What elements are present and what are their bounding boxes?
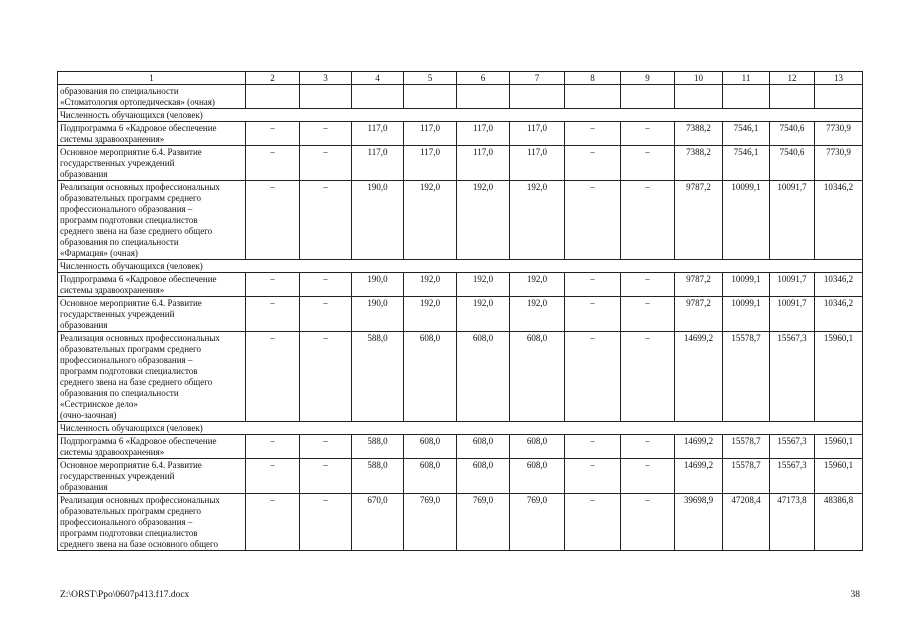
value-cell: 608,0 — [510, 435, 565, 459]
value-cell: 15578,7 — [723, 332, 770, 422]
value-cell: – — [246, 122, 300, 146]
value-cell: 7388,2 — [675, 122, 723, 146]
value-cell: 47208,4 — [723, 494, 770, 551]
value-cell: 608,0 — [510, 459, 565, 494]
value-cell — [352, 85, 404, 109]
column-number-11: 11 — [723, 72, 770, 85]
row-label: Основное мероприятие 6.4. Развитие государственных учреждений образования — [58, 459, 246, 494]
row-label: Реализация основных профессиональных образовательных программ среднего профессионального образования – программ подготовки специалистов среднего звена на базе основного общего — [58, 494, 246, 551]
column-number-5: 5 — [404, 72, 457, 85]
column-number-2: 2 — [246, 72, 300, 85]
value-cell: 15960,1 — [815, 435, 863, 459]
value-cell: 190,0 — [352, 181, 404, 260]
value-cell: – — [621, 181, 675, 260]
value-cell: 7546,1 — [723, 146, 770, 181]
value-cell: 7388,2 — [675, 146, 723, 181]
table-row — [58, 459, 863, 494]
value-cell: – — [621, 435, 675, 459]
value-cell: – — [246, 494, 300, 551]
value-cell: – — [565, 297, 621, 332]
column-number-6: 6 — [457, 72, 510, 85]
value-cell: 9787,2 — [675, 181, 723, 260]
value-cell: 769,0 — [457, 494, 510, 551]
section-label: Численность обучающихся (человек) — [58, 422, 863, 435]
row-label: Основное мероприятие 6.4. Развитие государственных учреждений образования — [58, 146, 246, 181]
row-label: Реализация основных профессиональных образовательных программ среднего профессионального образования – программ подготовки специалистов среднего звена на базе среднего общего образования по специальности «Фармация» (очная) — [58, 181, 246, 260]
value-cell: 7540,6 — [770, 122, 815, 146]
budget-table — [57, 71, 863, 551]
section-row — [58, 109, 863, 122]
value-cell: 14699,2 — [675, 435, 723, 459]
section-row — [58, 422, 863, 435]
value-cell: 588,0 — [352, 332, 404, 422]
value-cell — [565, 85, 621, 109]
value-cell: 10099,1 — [723, 297, 770, 332]
column-number-9: 9 — [621, 72, 675, 85]
value-cell: 15960,1 — [815, 332, 863, 422]
value-cell: 39698,9 — [675, 494, 723, 551]
value-cell: – — [621, 122, 675, 146]
value-cell: – — [565, 494, 621, 551]
value-cell: 7730,9 — [815, 146, 863, 181]
value-cell: – — [621, 146, 675, 181]
value-cell: 608,0 — [404, 459, 457, 494]
value-cell: 608,0 — [404, 435, 457, 459]
value-cell: 15567,3 — [770, 459, 815, 494]
value-cell: 608,0 — [457, 435, 510, 459]
column-number-13: 13 — [815, 72, 863, 85]
value-cell: 588,0 — [352, 435, 404, 459]
value-cell: – — [565, 273, 621, 297]
value-cell: – — [246, 332, 300, 422]
value-cell: – — [246, 435, 300, 459]
file-path: Z:\ORST\Ppo\0607p413.f17.docx — [60, 590, 190, 600]
value-cell: – — [300, 435, 352, 459]
column-number-7: 7 — [510, 72, 565, 85]
value-cell: – — [565, 181, 621, 260]
value-cell: – — [246, 181, 300, 260]
value-cell: 608,0 — [404, 332, 457, 422]
value-cell: – — [300, 273, 352, 297]
value-cell: 9787,2 — [675, 273, 723, 297]
value-cell: – — [621, 494, 675, 551]
value-cell: 7730,9 — [815, 122, 863, 146]
value-cell: 670,0 — [352, 494, 404, 551]
value-cell: 117,0 — [404, 146, 457, 181]
column-number-row — [58, 72, 863, 85]
value-cell: 15567,3 — [770, 332, 815, 422]
value-cell: 190,0 — [352, 297, 404, 332]
table-row — [58, 297, 863, 332]
row-label: Основное мероприятие 6.4. Развитие государственных учреждений образования — [58, 297, 246, 332]
value-cell: 588,0 — [352, 459, 404, 494]
row-label: Подпрограмма 6 «Кадровое обеспечение системы здравоохранения» — [58, 122, 246, 146]
value-cell: 190,0 — [352, 273, 404, 297]
value-cell: 10091,7 — [770, 181, 815, 260]
value-cell — [246, 85, 300, 109]
value-cell — [675, 85, 723, 109]
value-cell: 608,0 — [457, 459, 510, 494]
table-row — [58, 273, 863, 297]
value-cell: – — [246, 297, 300, 332]
value-cell: 192,0 — [457, 181, 510, 260]
value-cell: – — [300, 297, 352, 332]
value-cell: – — [565, 459, 621, 494]
value-cell: 117,0 — [404, 122, 457, 146]
row-label: образования по специальности «Стоматология ортопедическая» (очная) — [58, 85, 246, 109]
value-cell: – — [621, 273, 675, 297]
value-cell: – — [300, 122, 352, 146]
value-cell: 192,0 — [510, 297, 565, 332]
value-cell: 192,0 — [404, 273, 457, 297]
value-cell: 9787,2 — [675, 297, 723, 332]
value-cell: – — [621, 332, 675, 422]
column-number-4: 4 — [352, 72, 404, 85]
value-cell: – — [621, 297, 675, 332]
value-cell: 10099,1 — [723, 273, 770, 297]
value-cell: 10346,2 — [815, 181, 863, 260]
value-cell: – — [300, 146, 352, 181]
value-cell: 10346,2 — [815, 273, 863, 297]
value-cell: 769,0 — [510, 494, 565, 551]
value-cell — [815, 85, 863, 109]
value-cell: 14699,2 — [675, 332, 723, 422]
value-cell: 117,0 — [352, 122, 404, 146]
table-row — [58, 332, 863, 422]
row-label: Подпрограмма 6 «Кадровое обеспечение системы здравоохранения» — [58, 273, 246, 297]
value-cell: 10346,2 — [815, 297, 863, 332]
table-body — [58, 72, 863, 551]
value-cell: 117,0 — [510, 122, 565, 146]
value-cell: 10091,7 — [770, 273, 815, 297]
value-cell: 7546,1 — [723, 122, 770, 146]
value-cell: 769,0 — [404, 494, 457, 551]
value-cell: – — [300, 181, 352, 260]
value-cell: 117,0 — [457, 146, 510, 181]
value-cell: 192,0 — [510, 273, 565, 297]
value-cell: 15567,3 — [770, 435, 815, 459]
page-number: 38 — [850, 590, 860, 600]
value-cell: 608,0 — [510, 332, 565, 422]
value-cell — [770, 85, 815, 109]
value-cell: 7540,6 — [770, 146, 815, 181]
value-cell: 117,0 — [510, 146, 565, 181]
column-number-1: 1 — [58, 72, 246, 85]
value-cell: – — [300, 494, 352, 551]
value-cell: – — [621, 459, 675, 494]
section-row — [58, 260, 863, 273]
value-cell: 117,0 — [352, 146, 404, 181]
value-cell: – — [565, 146, 621, 181]
value-cell: – — [565, 435, 621, 459]
value-cell: 192,0 — [404, 181, 457, 260]
row-label: Реализация основных профессиональных образовательных программ среднего профессионального образования – программ подготовки специалистов среднего звена на базе среднего общего образования по специальности «Сестринское дело» (очно-заочная) — [58, 332, 246, 422]
value-cell: – — [565, 332, 621, 422]
column-number-12: 12 — [770, 72, 815, 85]
table-row — [58, 122, 863, 146]
value-cell: – — [246, 146, 300, 181]
row-label: Подпрограмма 6 «Кадровое обеспечение системы здравоохранения» — [58, 435, 246, 459]
table-row — [58, 435, 863, 459]
value-cell: 192,0 — [457, 273, 510, 297]
value-cell: 15960,1 — [815, 459, 863, 494]
value-cell: 15578,7 — [723, 459, 770, 494]
table-row — [58, 146, 863, 181]
value-cell: 192,0 — [457, 297, 510, 332]
table-row — [58, 181, 863, 260]
value-cell: 14699,2 — [675, 459, 723, 494]
value-cell: – — [300, 459, 352, 494]
value-cell: 48386,8 — [815, 494, 863, 551]
value-cell — [723, 85, 770, 109]
value-cell: 192,0 — [404, 297, 457, 332]
value-cell — [621, 85, 675, 109]
column-number-3: 3 — [300, 72, 352, 85]
value-cell: 192,0 — [510, 181, 565, 260]
column-number-8: 8 — [565, 72, 621, 85]
value-cell — [404, 85, 457, 109]
table-row — [58, 85, 863, 109]
value-cell — [457, 85, 510, 109]
value-cell: – — [246, 459, 300, 494]
value-cell: 15578,7 — [723, 435, 770, 459]
value-cell: – — [565, 122, 621, 146]
value-cell: 608,0 — [457, 332, 510, 422]
value-cell: 117,0 — [457, 122, 510, 146]
value-cell: 10099,1 — [723, 181, 770, 260]
section-label: Численность обучающихся (человек) — [58, 260, 863, 273]
section-label: Численность обучающихся (человек) — [58, 109, 863, 122]
value-cell: 10091,7 — [770, 297, 815, 332]
column-number-10: 10 — [675, 72, 723, 85]
value-cell: – — [246, 273, 300, 297]
value-cell: – — [300, 332, 352, 422]
value-cell: 47173,8 — [770, 494, 815, 551]
value-cell — [510, 85, 565, 109]
table-row — [58, 494, 863, 551]
value-cell — [300, 85, 352, 109]
